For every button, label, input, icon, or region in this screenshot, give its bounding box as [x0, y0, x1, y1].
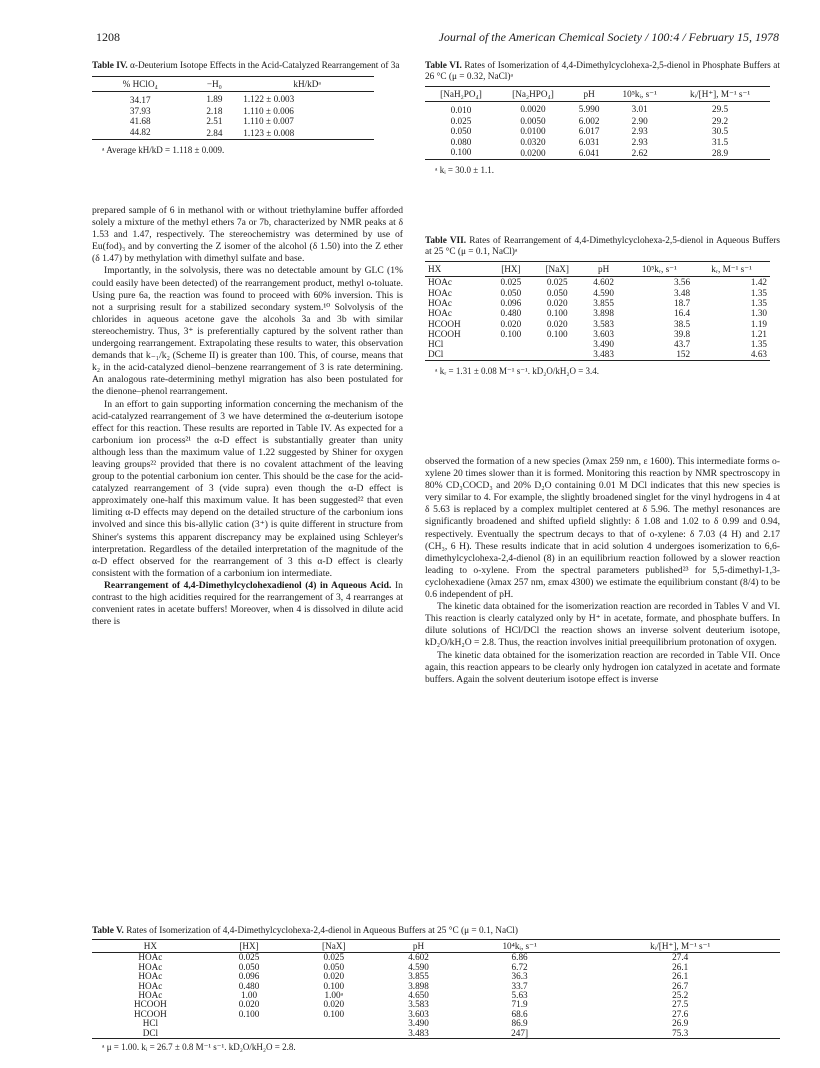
table-cell: [289, 1029, 378, 1039]
table-v-footnote: ᵃ μ = 1.00. kᵢ = 26.7 ± 0.8 M⁻¹ s⁻¹. kD₂O/kH₂O = 2.8.: [102, 1042, 296, 1053]
table-cell: 86.9: [511, 1018, 528, 1029]
table-cell: HCOOH: [134, 999, 167, 1010]
table-cell: 1.110 ± 0.007: [243, 116, 294, 127]
table-cell: 3.56: [674, 277, 691, 288]
paragraph: observed the formation of a new species (λmax 259 nm, ε 1600). This intermediate forms o-xylene 20 times slower than it is formed. Monitoring this reaction by NMR spectroscopy in 80% CD₃COCD₃ and 20% D₂O containing 0.01 M DCl indicates that this new species is very similar to 4. For example, the slightly broadened singlet for the vinyl hydrogens in 4 at δ 5.63 is replaced by a complex multiplet centered at δ 5.96. The methyl resonances are significantly broadened and shifted upfield slightly: δ 1.08 and 1.02 to δ 0.99 and 0.94, respectively. Eventually the spectrum decays to that of o-xylene: δ 7.03 (4 H) and 2.17 (CH₃, 6 H). These results indicate that in acid solution 4 undergoes isomerization to 6,6-dimethylcyclohexa-2,4-dienol (8) in an equilibrium reaction followed by a slower reaction leading to o-xylene. From the spectral parameters published²³ for 5,5-dimethyl-1,3-cyclohexadiene (λmax 257 nm, εmax 4300) we estimate the equilibrium constant (8/4) to be 0.6 independent of pH.: [425, 456, 780, 601]
table-cell: 36.3: [511, 971, 528, 982]
table-cell: 3.483: [593, 349, 614, 360]
table-cell: 27.5: [672, 999, 689, 1010]
table-cell: 0.100: [450, 147, 472, 158]
table-cell: 0.020: [323, 971, 345, 982]
table-cell: 0.020: [323, 999, 345, 1010]
table-row: [425, 339, 770, 349]
table-cell: 26.9: [672, 1018, 689, 1029]
table-cell: 0.025: [323, 952, 345, 963]
column-header: [NaX]: [322, 941, 346, 951]
table-cell: 1.21: [750, 328, 767, 339]
table-cell: 1.00ᵃ: [324, 990, 344, 1001]
table-iv-label: Table IV.: [92, 61, 128, 71]
table-cell: HOAc: [138, 961, 163, 972]
table-cell: 0.0200: [520, 148, 546, 159]
table-cell: 1.00: [240, 990, 258, 1001]
column-header: [Na₂HPO₄]: [512, 89, 554, 99]
table-vi-label: Table VI.: [425, 61, 462, 71]
table-cell: 37.93: [129, 105, 151, 116]
column-header: pH: [583, 89, 595, 99]
table-cell: HCl: [428, 339, 444, 350]
journal-citation: Journal of the American Chemical Society / 100:4 / February 15, 1978: [438, 30, 779, 44]
table-row: [425, 137, 770, 147]
page-header: [96, 30, 779, 46]
table-cell: 3.898: [593, 308, 614, 319]
table-cell: 3.490: [408, 1018, 429, 1029]
table-cell: 6.86: [511, 952, 528, 963]
table-cell: 0.096: [500, 298, 522, 308]
table-cell: 0.010: [450, 105, 472, 116]
table-row: [425, 126, 770, 136]
table-cell: 2.51: [206, 116, 223, 127]
table-vii-body: [425, 277, 770, 360]
table-cell: 3.01: [631, 103, 648, 114]
table-vii-block: [425, 236, 780, 377]
paragraph: [92, 580, 403, 628]
table-vii-label: Table VII.: [425, 236, 467, 246]
table-cell: [289, 1019, 378, 1028]
table-cell: [209, 1029, 290, 1039]
table-cell: 0.0020: [520, 103, 546, 114]
table-cell: 38.5: [674, 318, 691, 329]
column-header: [HX]: [501, 264, 521, 274]
table-cell: 5.63: [511, 990, 528, 1001]
table-row: [425, 277, 770, 288]
table-cell: 0.0050: [520, 115, 546, 126]
table-cell: HOAc: [428, 308, 452, 319]
table-cell: 0.0320: [520, 136, 546, 147]
table-cell: 0.025: [546, 277, 568, 288]
table-cell: 1.19: [750, 318, 767, 329]
table-v-label: Table V.: [92, 926, 124, 936]
table-v-title: Rates of Isomerization of 4,4-Dimethylcyclohexa-2,4-dienol in Aqueous Buffers at 25 °C (μ = 0.1, NaCl): [126, 926, 518, 936]
table-cell: DCl: [428, 349, 444, 360]
table-cell: 247]: [511, 1027, 528, 1038]
table-cell: 71.9: [511, 999, 528, 1010]
paragraph: prepared sample of 6 in methanol with or without triethylamine buffer afforded solely a mixture of the methyl ethers 7a or 7b, characterized by NMR peaks at δ 1.53 and 1.47, respectively. The stereochemistry was determined by use of Eu(fod)₃ and by converting the Z isomer of the alcohol (δ 1.50) into the Z ether (δ 1.47) by methylation with dimethyl sulfate and base.: [92, 205, 403, 265]
table-cell: HOAc: [138, 990, 163, 1001]
table-cell: 2.18: [206, 105, 223, 116]
table-cell: 0.050: [546, 287, 568, 298]
table-cell: 1.35: [750, 339, 767, 350]
table-cell: [489, 339, 533, 349]
table-cell: 5.990: [578, 103, 600, 114]
table-cell: HOAc: [138, 971, 163, 982]
table-iv-block: [92, 61, 403, 156]
table-cell: 3.583: [593, 318, 614, 329]
table-row: [425, 319, 770, 329]
table-header-row: [92, 940, 780, 953]
table-cell: 33.7: [511, 980, 528, 991]
table-cell: HOAc: [138, 980, 163, 991]
table-cell: [533, 339, 582, 349]
column-header: [NaX]: [545, 264, 569, 274]
table-cell: 26.1: [672, 971, 689, 982]
table-cell: 41.68: [129, 116, 151, 127]
column-header: HX: [143, 941, 158, 951]
table-cell: 3.583: [408, 999, 429, 1010]
column-header: −H₀: [206, 79, 222, 89]
table-cell: 6.72: [511, 961, 528, 972]
table-row: [92, 116, 374, 126]
table-cell: 1.123 ± 0.008: [243, 127, 295, 138]
table-cell: 0.100: [500, 328, 522, 339]
paragraph: The kinetic data obtained for the isomerization reaction are recorded in Table VII. Once again, this reaction appears to be clearly only hydrogen ion catalyzed in acetate and formate buffers. Again the solvent deuterium isotope effect is inverse: [425, 649, 780, 685]
table-cell: 4.602: [408, 952, 429, 963]
column-header: 10⁵kᵢ, s⁻¹: [622, 89, 657, 99]
table-iv-caption: [92, 61, 403, 72]
table-cell: 1.122 ± 0.003: [243, 93, 295, 104]
column-header: [HX]: [239, 941, 259, 951]
table-vii-footnote: ᵃ kᵣ = 1.31 ± 0.08 M⁻¹ s⁻¹. kD₂O/kH₂O = 3.4.: [435, 365, 600, 376]
table-vii-title: Rates of Rearrangement of 4,4-Dimethylcyclohexa-2,5-dienol in Aqueous Buffers at 25 °C (μ = 0.1, NaCl)ᵃ: [425, 236, 781, 257]
table-cell: 1.35: [750, 298, 767, 308]
table-cell: HCOOH: [428, 318, 461, 329]
table-cell: HCOOH: [134, 1008, 167, 1019]
table-row: [425, 349, 770, 360]
column-header: 10⁵kᵣ, s⁻¹: [641, 264, 677, 274]
column-header: 10⁴kᵢ, s⁻¹: [502, 941, 537, 951]
table-cell: 29.2: [712, 115, 729, 126]
table-cell: HCOOH: [428, 328, 461, 339]
table-cell: 0.096: [238, 971, 260, 982]
table-cell: 0.100: [323, 980, 345, 991]
table-cell: 3.603: [593, 328, 614, 339]
table-row: [92, 106, 374, 116]
table-cell: 0.050: [238, 961, 260, 972]
table-row: [92, 1029, 780, 1039]
table-cell: 0.025: [500, 277, 522, 288]
table-cell: 6.017: [578, 126, 600, 137]
table-cell: 39.8: [674, 328, 691, 339]
table-cell: 6.031: [578, 136, 600, 147]
table-row: [425, 298, 770, 308]
table-header-row: [425, 262, 770, 277]
table-cell: 1.35: [750, 287, 767, 298]
table-row: [425, 102, 770, 116]
table-cell: 4.590: [408, 961, 429, 972]
table-header-row: [425, 87, 770, 102]
table-cell: 25.2: [672, 990, 689, 1001]
table-cell: 18.7: [674, 298, 691, 308]
table-vi-block: [425, 61, 780, 177]
table-cell: 3.48: [674, 287, 691, 298]
table-cell: 0.050: [450, 126, 472, 137]
table-cell: 1.110 ± 0.006: [243, 105, 294, 116]
table-cell: 0.480: [238, 980, 260, 991]
table-cell: 1.89: [206, 93, 223, 104]
column-header: HX: [428, 264, 442, 274]
section-text: In contrast to the high acidities required for the rearrangement of 3, 4 rearranges at convenient rates in acetate buffers! Moreover, when 4 is dissolved in dilute acid there is: [92, 579, 403, 628]
paragraph: In an effort to gain supporting information concerning the mechanism of the acid-catalyzed rearrangement of 3 we have determined the α-deuterium isotope effect for this reaction. These results are reported in Table IV. As expected for a carbonium ion process²¹ the α-D effect is substantially greater than unity although less than the maximum value of 1.22 suggested by Shiner for oxygen leaving groups²² provided that there is no covalent attachment of the leaving group to the potential carbonium ion center. This should be the case for the acid-catalyzed rearrangement of 3 (vide supra) even though the α-D effect is approximately one-half this maximum value. It has been suggested²² that even limiting α-D effects may depend on the detailed structure of the carbonium ions involved and since this bis-allylic cation (3⁺) is quite different in structure from Shiner's systems this apparent discrepancy may be explained using Schleyer's interpretation. Regardless of the detailed interpretation of the magnitude of the α-D effect observed for the rearrangement of 3 this α-D effect is clearly consistent with the formation of a carbonium ion intermediate.: [92, 398, 403, 579]
table-cell: 0.050: [323, 961, 345, 972]
column-header: pH: [412, 941, 425, 951]
table-cell: 34.17: [129, 95, 151, 106]
table-cell: 4.602: [593, 277, 614, 288]
table-cell: 44.82: [129, 126, 151, 137]
table-cell: 0.025: [450, 115, 472, 126]
table-cell: 152: [676, 349, 691, 360]
table-cell: 3.490: [593, 339, 614, 350]
table-iv-footnote: ᵃ Average kH/kD = 1.118 ± 0.009.: [102, 145, 225, 156]
table-cell: HCl: [142, 1018, 159, 1029]
table-cell: 0.020: [500, 318, 522, 329]
table-vi-title: Rates of Isomerization of 4,4-Dimethylcyclohexa-2,5-dienol in Phosphate Buffers at 26 °C (μ = 0.32, NaCl)ᵃ: [425, 61, 780, 82]
table-vi: [425, 86, 770, 160]
page-number: 1208: [96, 30, 120, 44]
table-cell: 0.100: [238, 1008, 260, 1019]
table-cell: 2.62: [631, 148, 648, 159]
table-iv-title: α-Deuterium Isotope Effects in the Acid-Catalyzed Rearrangement of 3a: [130, 61, 400, 71]
table-cell: 0.100: [546, 308, 568, 319]
table-row: [92, 92, 374, 106]
table-row: [425, 147, 770, 160]
table-cell: 29.5: [712, 103, 729, 114]
table-cell: 2.93: [631, 136, 648, 147]
table-cell: 3.855: [593, 298, 614, 308]
column-header: [NaH₂PO₄]: [440, 89, 482, 99]
table-row: [425, 329, 770, 339]
table-cell: 3.483: [408, 1027, 429, 1038]
table-cell: 1.42: [750, 277, 767, 288]
table-cell: 2.84: [206, 127, 223, 138]
table-cell: 0.100: [546, 328, 568, 339]
column-header: kᵢ/[H⁺], M⁻¹ s⁻¹: [650, 941, 711, 951]
table-cell: 3.855: [408, 971, 429, 982]
paragraph: Importantly, in the solvolysis, there was no detectable amount by GLC (1% could easily have been detected) of the rearrangement product, methyl o-toluate. Using pure 6a, the reaction was found to proceed with 60% inversion. This is not a surprising result for a stabilized secondary system.¹⁰ Solvolysis of the chlorides in aqueous acetone gave the alcohols 3a and 3b with similar stereochemistry. Thus, 3⁺ is preferentially captured by the solvent rather than undergoing rearrangement. Extrapolating these results to water, this observation demands that k₋₁/k₂ (Scheme II) is greater than 100. This, of course, means that k₂ in the acid-catalyzed dienol–benzene rearrangement of 3 is rate determining. An analogous rate-determining methyl migration has also been postulated for the dienone–phenol rearrangement.: [92, 265, 403, 398]
table-cell: HOAc: [428, 287, 452, 298]
table-vii: [425, 261, 770, 361]
table-cell: 0.480: [500, 308, 522, 319]
table-cell: 28.9: [712, 148, 729, 159]
table-row: [425, 308, 770, 318]
table-cell: 75.3: [672, 1027, 689, 1038]
table-cell: 0.050: [500, 287, 522, 298]
table-cell: [533, 349, 582, 360]
table-header-row: [92, 77, 374, 92]
table-cell: HOAc: [138, 952, 163, 963]
table-cell: 0.020: [546, 298, 568, 308]
paragraph: The kinetic data obtained for the isomerization reaction are recorded in Tables V and VI. This reaction is clearly catalyzed only by H⁺ in acetate, formate, and phosphate buffers. In dilute solutions of HCl/DCl the reaction shows an inverse solvent deuterium isotope, kD₂O/kH₂O = 2.8. Thus, the reaction involves initial preequilibrium protonation of oxygen.: [425, 601, 780, 649]
table-cell: 16.4: [674, 308, 691, 319]
table-cell: 68.6: [511, 1008, 528, 1019]
table-cell: 0.100: [323, 1008, 345, 1019]
table-vi-footnote: ᵃ kᵢ = 30.0 ± 1.1.: [435, 165, 494, 176]
column-header: kᵢ/[H⁺], M⁻¹ s⁻¹: [689, 89, 751, 99]
table-cell: HOAc: [428, 298, 452, 308]
table-cell: 0.080: [450, 136, 472, 147]
table-cell: 2.93: [631, 126, 648, 137]
table-v-block: [92, 926, 782, 1053]
column-header: kᵣ, M⁻¹ s⁻¹: [711, 264, 752, 274]
table-iv: [92, 76, 374, 140]
table-cell: 43.7: [674, 339, 691, 350]
table-cell: 30.5: [712, 126, 729, 137]
table-cell: HOAc: [428, 277, 452, 288]
table-cell: 3.898: [408, 980, 429, 991]
table-cell: 26.1: [672, 961, 689, 972]
table-cell: [209, 1019, 290, 1028]
table-cell: 27.6: [672, 1008, 689, 1019]
table-cell: 4.650: [408, 990, 429, 1001]
table-cell: 31.5: [712, 136, 729, 147]
table-row: [425, 116, 770, 126]
section-heading: Rearrangement of 4,4-Dimethylcyclohexadienol (4) in Aqueous Acid.: [104, 579, 392, 591]
table-cell: 27.4: [672, 952, 689, 963]
table-vi-caption: [425, 61, 780, 83]
table-cell: 3.603: [408, 1008, 429, 1019]
table-v: [92, 939, 780, 1039]
table-cell: 0.025: [238, 952, 260, 963]
table-v-caption: [92, 926, 782, 937]
left-column-text: [92, 205, 403, 628]
table-cell: 1.30: [750, 308, 767, 319]
table-cell: 26.7: [672, 980, 689, 991]
table-cell: 6.041: [578, 148, 600, 159]
table-row: [92, 127, 374, 140]
table-cell: 4.590: [593, 287, 614, 298]
table-cell: 2.90: [631, 115, 648, 126]
right-column-text: [425, 456, 780, 686]
table-cell: 6.002: [578, 115, 600, 126]
table-cell: 0.0100: [520, 126, 546, 137]
table-cell: 0.020: [546, 318, 568, 329]
table-row: [425, 288, 770, 298]
table-cell: 0.020: [238, 999, 260, 1010]
table-cell: [489, 349, 533, 360]
table-v-body: [92, 953, 780, 1039]
column-header: kH/kDᵃ: [293, 79, 321, 89]
table-cell: DCl: [142, 1027, 159, 1038]
table-vii-caption: [425, 236, 780, 258]
column-header: % HClO₄: [122, 79, 158, 89]
table-cell: 4.63: [750, 349, 767, 360]
column-header: pH: [597, 264, 610, 274]
